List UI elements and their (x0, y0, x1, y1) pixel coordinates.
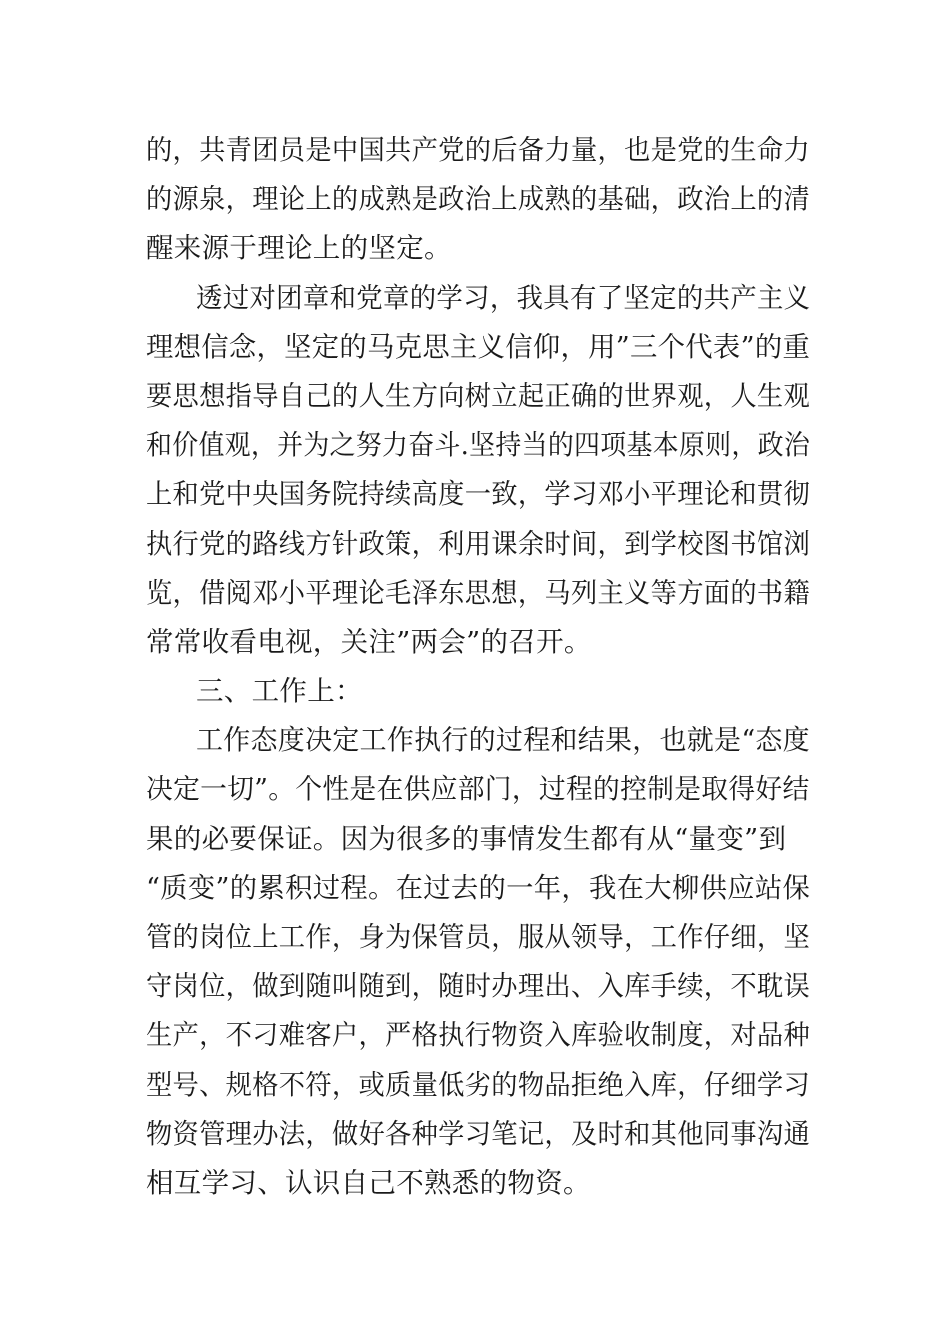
text-line: 要思想指导自己的人生方向树立起正确的世界观，人生观 (146, 379, 811, 412)
text-line: 的，共青团员是中国共产党的后备力量，也是党的生命力 (146, 134, 811, 166)
text-line: 和价值观，并为之努力奋斗.坚持当的四项基本原则，政治 (146, 429, 811, 462)
text-line: 工作态度决定工作执行的过程和结果，也就是“态度 (196, 724, 810, 757)
text-line: 决定一切”。个性是在供应部门，过程的控制是取得好结 (146, 773, 810, 806)
text-line: 执行党的路线方针政策，利用课余时间，到学校图书馆浏 (146, 527, 811, 560)
text-line: 物资管理办法，做好各种学习笔记，及时和其他同事沟通 (146, 1117, 811, 1150)
text-line: 生产，不刁难客户，严格执行物资入库验收制度，对品种 (146, 1019, 811, 1052)
text-line: 的源泉，理论上的成熟是政治上成熟的基础，政治上的清 (146, 183, 811, 216)
text-line: 守岗位，做到随叫随到，随时办理出、入库手续，不耽误 (146, 970, 811, 1003)
text-line: “质变”的累积过程。在过去的一年，我在大柳供应站保 (146, 871, 811, 904)
text-line: 果的必要保证。因为很多的事情发生都有从“量变”到 (146, 822, 787, 855)
text-line: 理想信念，坚定的马克思主义信仰，用”三个代表”的重 (146, 330, 811, 363)
text-line: 常常收看电视，关注”两会”的召开。 (146, 625, 592, 658)
text-line: 醒来源于理论上的坚定。 (146, 232, 452, 265)
text-line: 型号、规格不符，或质量低劣的物品拒绝入库，仔细学习 (146, 1068, 811, 1101)
text-line: 透过对团章和党章的学习，我具有了坚定的共产主义 (196, 281, 811, 314)
text-line: 上和党中央国务院持续高度一致，学习邓小平理论和贯彻 (146, 478, 811, 511)
text-line: 览，借阅邓小平理论毛泽东思想，马列主义等方面的书籍 (146, 576, 811, 609)
text-line: 相互学习、认识自己不熟悉的物资。 (146, 1166, 591, 1199)
document-body (146, 126, 810, 1208)
text-line: 三、工作上： (196, 675, 363, 708)
text-line: 管的岗位上工作，身为保管员，服从领导，工作仔细，坚 (146, 921, 811, 953)
